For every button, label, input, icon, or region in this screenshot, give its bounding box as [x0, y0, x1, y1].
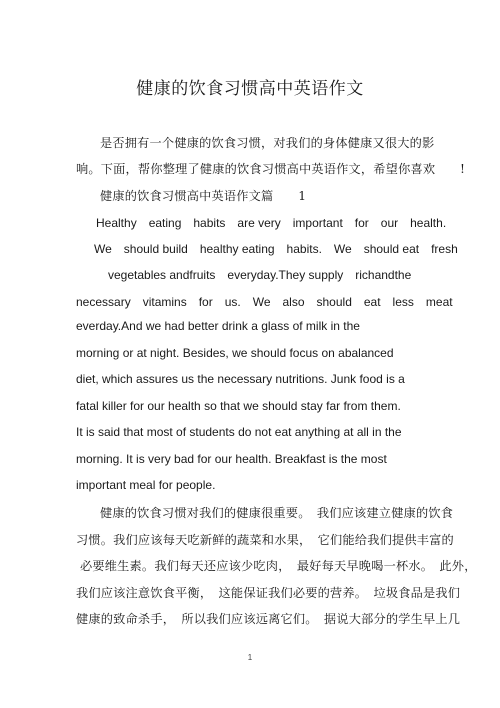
intro-line-2: 响。下面，帮你整理了健康的饮食习惯高中英语作文，希望你喜欢 !	[76, 162, 466, 176]
page-title: 健康的饮食习惯高中英语作文	[136, 79, 364, 99]
essay-heading: 健康的饮食习惯高中英语作文篇 1	[100, 189, 307, 203]
english-line-4: necessary vitamins for us. We also should eat less meat	[76, 295, 453, 309]
english-line-9: It is said that most of students do not eat anything at all in the	[76, 425, 402, 439]
english-line-2: We should build healthy eating habits. We should eat fresh	[94, 242, 458, 256]
chinese-line-2: 习惯。我们应该每天吃新鲜的蔬菜和水果， 它们能给我们提供丰富的	[76, 533, 454, 547]
chinese-line-3: 必要维生素。我们每天还应该少吃肉， 最好每天早晚喝一杯水。 此外，	[80, 559, 477, 573]
intro-line-1: 是否拥有一个健康的饮食习惯，对我们的身体健康又很大的影	[100, 136, 435, 150]
chinese-line-5: 健康的致命杀手， 所以我们应该远离它们。 据说大部分的学生早上几	[76, 612, 461, 626]
english-line-1: Healthy eating habits are very important for our health.	[96, 216, 447, 230]
english-line-5: everday.And we had better drink a glass of milk in the	[76, 319, 360, 333]
english-line-7: diet, which assures us the necessary nutritions. Junk food is a	[76, 372, 405, 386]
chinese-line-4: 我们应该注意饮食平衡， 这能保证我们必要的营养。 垃圾食品是我们	[76, 586, 461, 600]
english-line-3: vegetables andfruits everyday.They supply richandthe	[108, 268, 412, 282]
english-line-11: important meal for people.	[76, 478, 216, 492]
english-line-10: morning. It is very bad for our health. Breakfast is the most	[76, 452, 387, 466]
chinese-line-1: 健康的饮食习惯对我们的健康很重要。 我们应该建立健康的饮食	[100, 506, 454, 520]
page-number: 1	[247, 653, 253, 662]
english-line-8: fatal killer for our health so that we should stay far from them.	[76, 399, 401, 413]
english-line-6: morning or at night. Besides, we should focus on abalanced	[76, 346, 394, 360]
